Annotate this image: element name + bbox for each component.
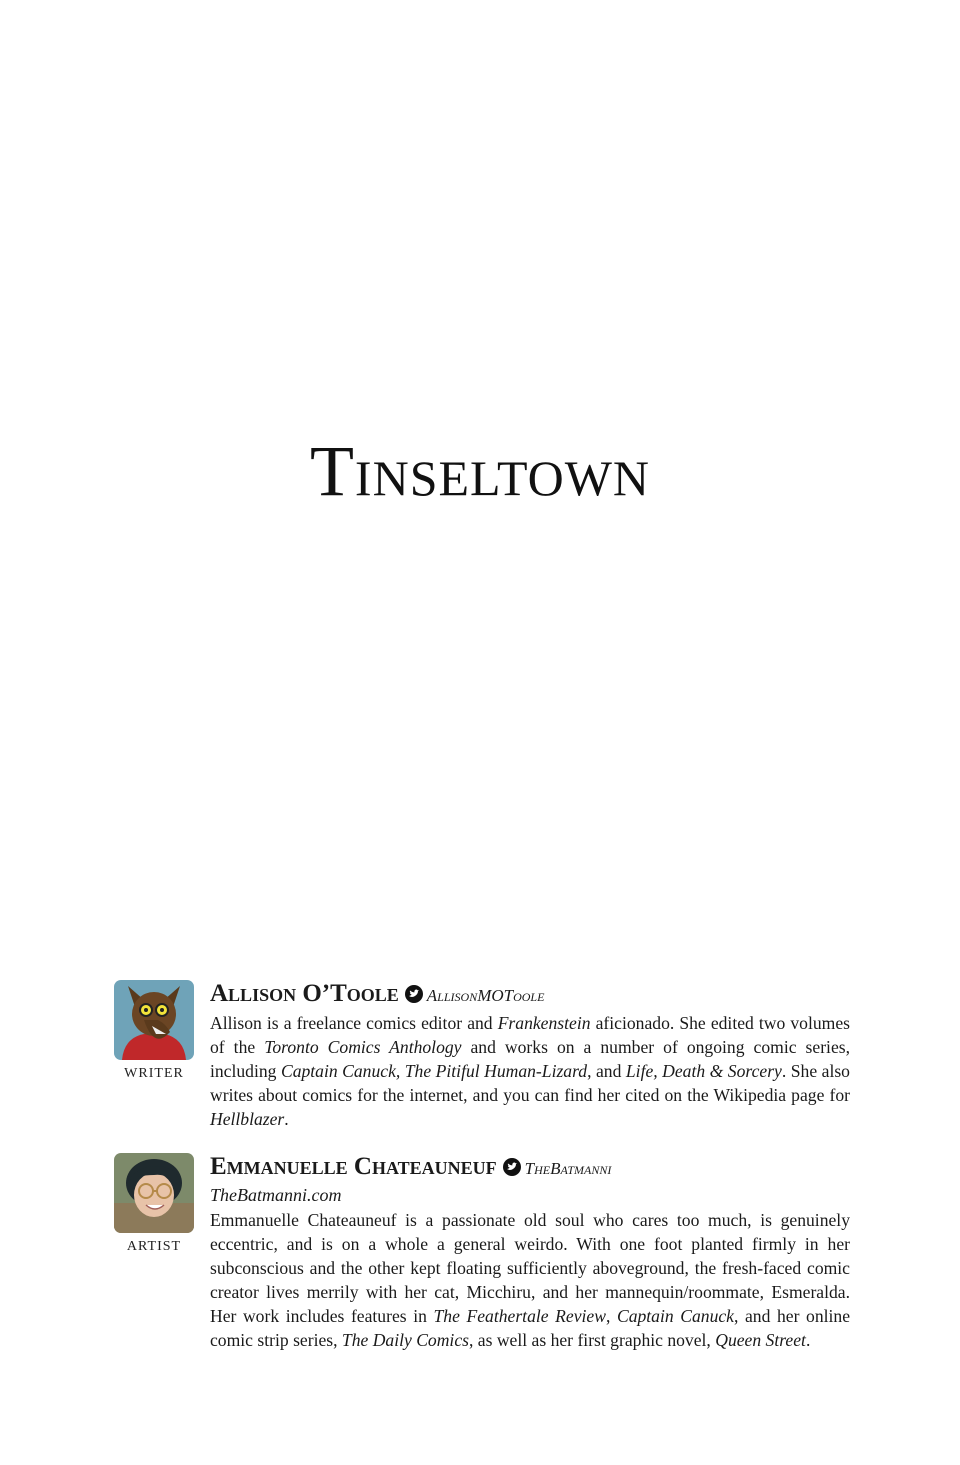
italic-title: Captain Canuck, The Pitiful Human-Lizard	[280, 1061, 588, 1081]
italic-title: The Feathertale Review	[433, 1306, 606, 1326]
italic-title: Life, Death & Sorcery	[625, 1061, 782, 1081]
name-line	[210, 1153, 850, 1183]
description-text: and works on a number of ongoing comic series, including	[210, 1037, 850, 1081]
twitter-icon	[405, 985, 423, 1003]
bio-text	[210, 980, 850, 1131]
role-label: ARTIST	[126, 1239, 182, 1254]
italic-title: Queen Street	[715, 1330, 806, 1350]
twitter-icon	[503, 1158, 521, 1176]
italic-title: Hellblazer	[210, 1109, 285, 1129]
artist-avatar	[114, 1153, 194, 1233]
role-label: WRITER	[124, 1066, 184, 1081]
description-text: . She also writes about comics for the internet, and you can find her cited on the Wikipedia page for	[210, 1061, 850, 1105]
avatar-column	[112, 1153, 196, 1255]
description-text: Emmanuelle Chateauneuf is a passionate old soul who cares too much, is genuinely eccentric, and is on a whole a general weirdo. With one foot planted firmly in her subconscious and the other kept floating sufficiently aboveground, the fresh-faced comic creator lives merrily with her cat, Micchiru, and her mannequin/roommate, Esmeralda. Her work includes features in	[210, 1210, 850, 1326]
bio-description	[210, 1011, 850, 1131]
bio-text	[210, 1153, 850, 1352]
description-text: , and her online comic strip series,	[210, 1306, 851, 1350]
description-text: , and	[587, 1061, 626, 1081]
twitter-handle[interactable]: AllisonMOToole	[426, 986, 545, 1005]
writer-avatar	[114, 980, 194, 1060]
description-text: Allison is a freelance comics editor and	[210, 1013, 498, 1033]
italic-title: Toronto Comics Anthology	[264, 1037, 462, 1057]
author-name: Emmanuelle Chateauneuf	[210, 1153, 497, 1180]
author-name: Allison O’Toole	[210, 980, 399, 1007]
bio-description	[210, 1208, 850, 1352]
page-title: Tinseltown	[309, 431, 651, 511]
avatar-column	[112, 980, 196, 1082]
website-link[interactable]: TheBatmanni.com	[210, 1185, 342, 1205]
description-text: , as well as her first graphic novel,	[468, 1330, 716, 1350]
name-line	[210, 980, 850, 1010]
description-text: .	[284, 1109, 289, 1129]
italic-title: Frankenstein	[497, 1013, 591, 1033]
description-text: .	[805, 1330, 811, 1350]
description-text: ,	[605, 1306, 617, 1326]
twitter-handle[interactable]: TheBatmanni	[524, 1159, 612, 1178]
description-text: aficionado. She edited two volumes of the	[210, 1013, 850, 1057]
italic-title: The Daily Comics	[341, 1330, 469, 1350]
italic-title: Captain Canuck	[616, 1306, 734, 1326]
